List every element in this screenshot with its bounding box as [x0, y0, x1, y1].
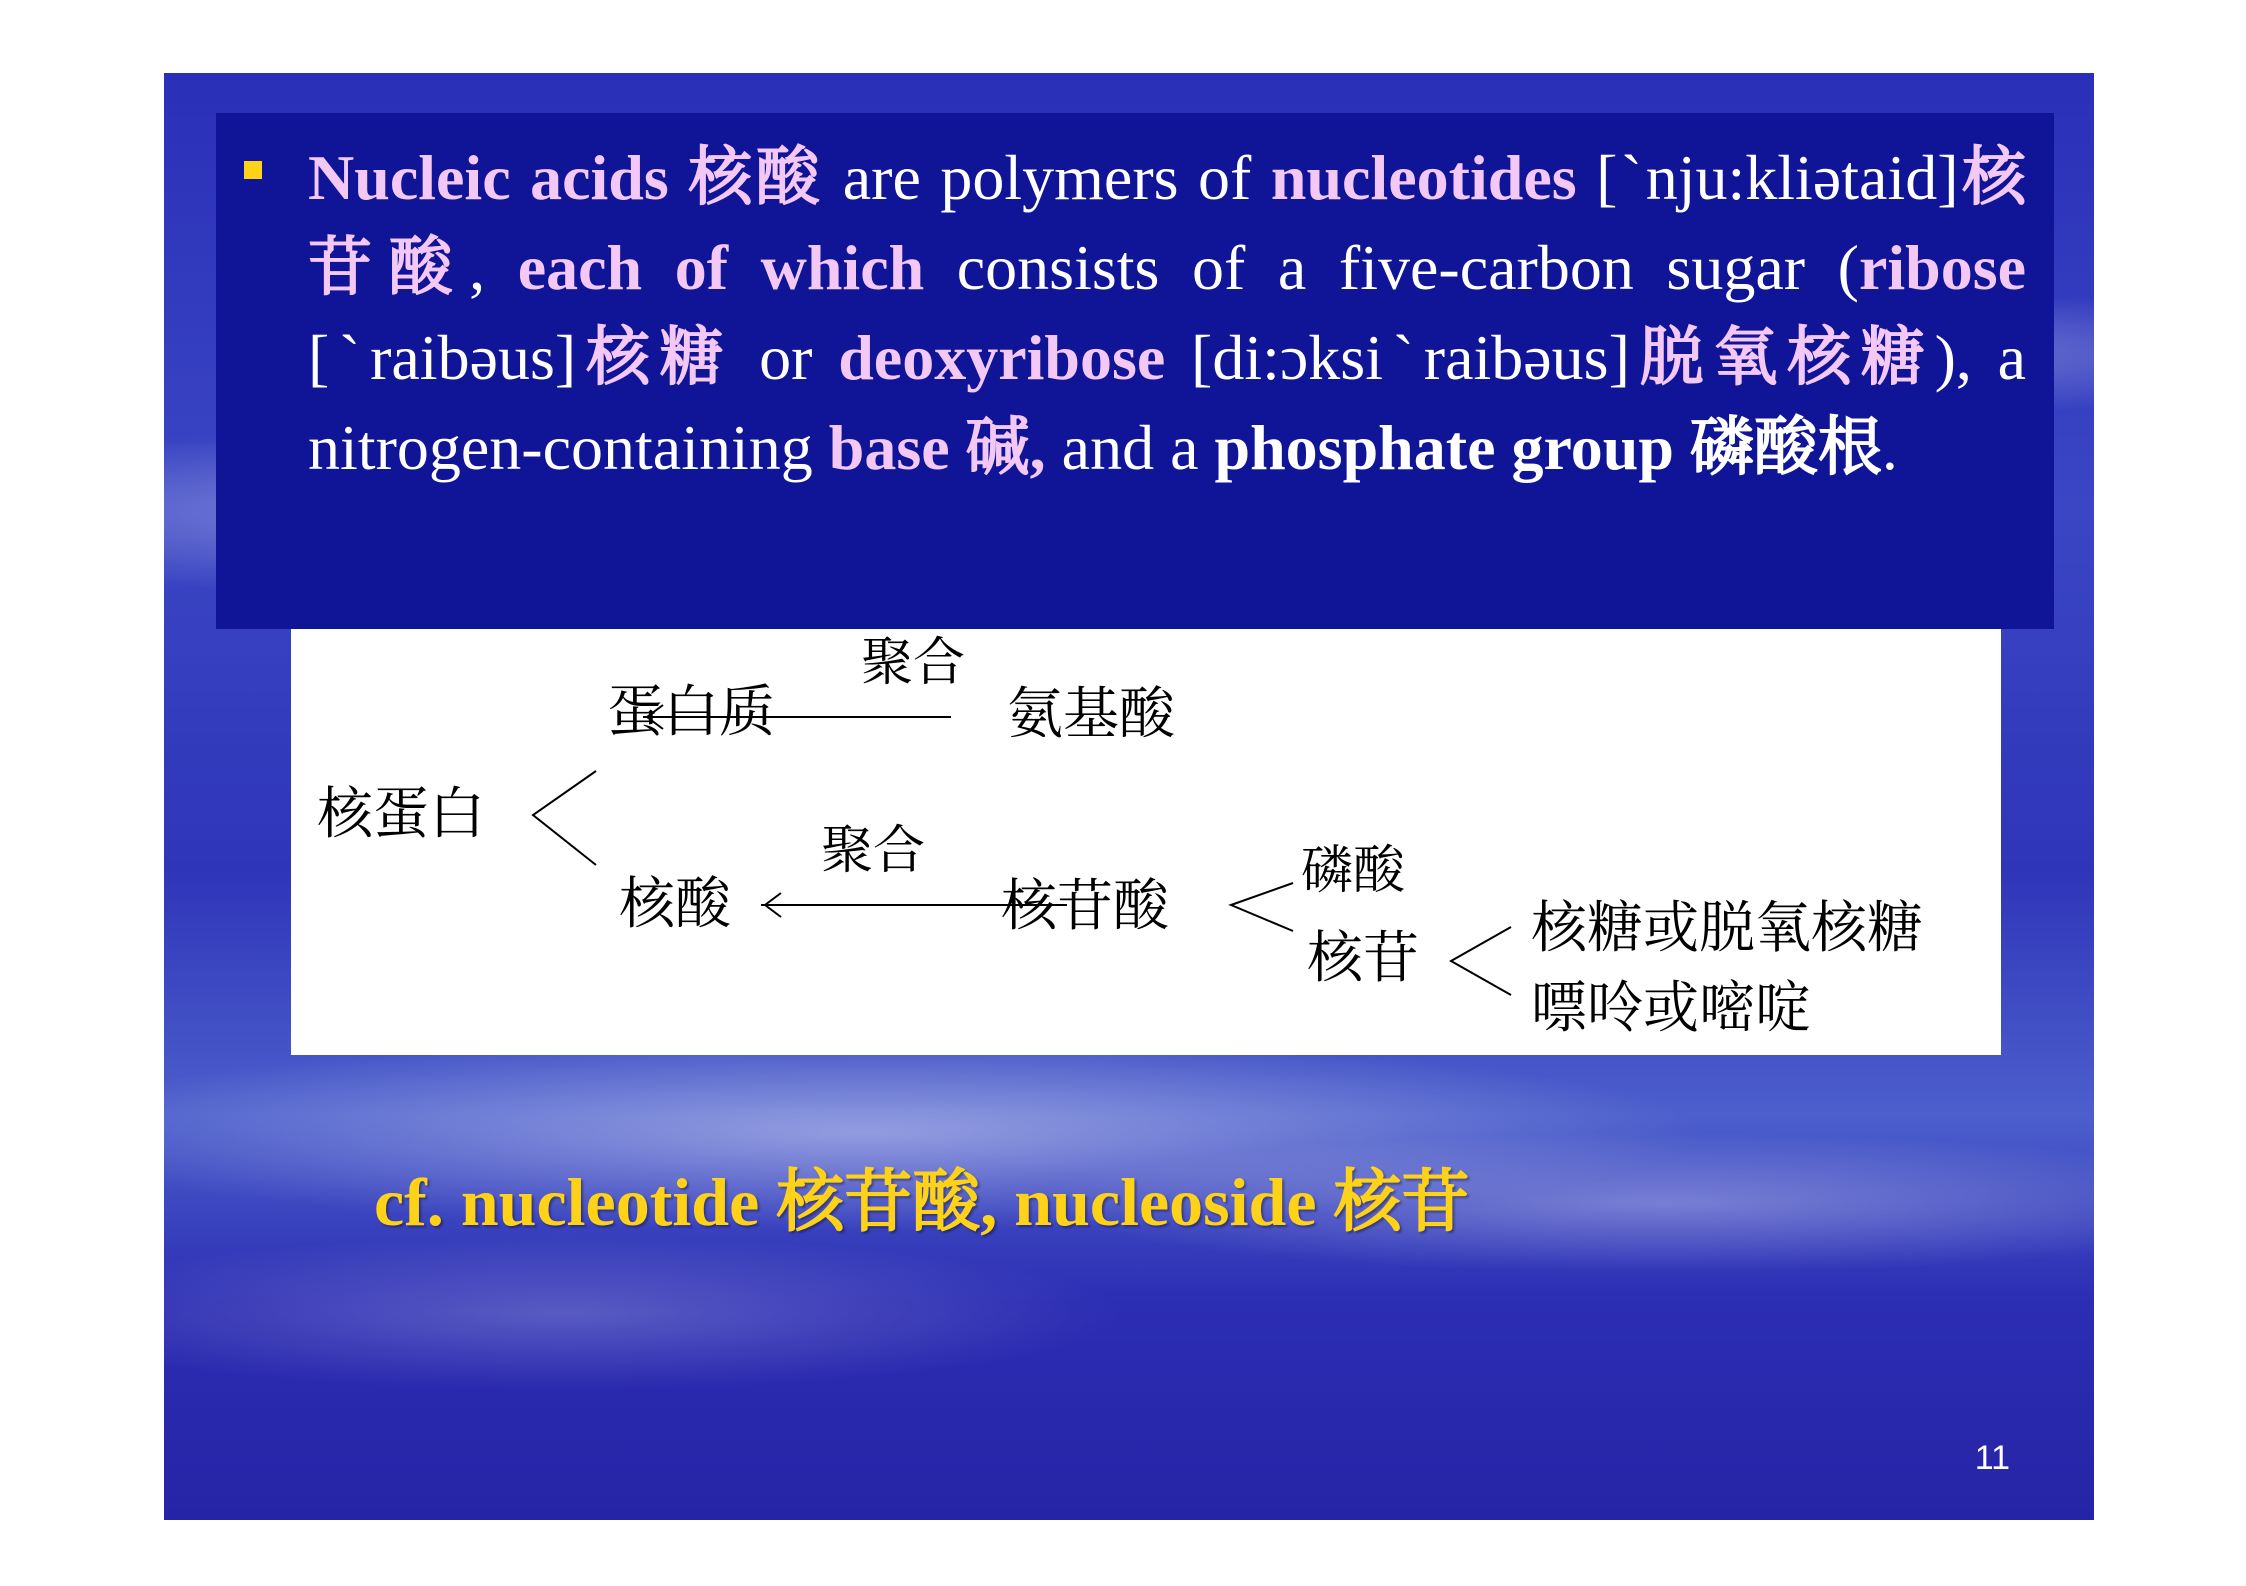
term-base: base 碱, [828, 412, 1046, 483]
label-amino-acid: 氨基酸 [1007, 682, 1175, 747]
label-nucleoside: 核苷 [1307, 926, 1419, 991]
slide [164, 73, 2094, 1520]
term-deoxyribose: deoxyribose [838, 322, 1166, 393]
text-segment: are polymers of [823, 142, 1271, 213]
branch-nucleoprotein [533, 771, 596, 865]
term-ribose: ribose [1858, 232, 2027, 303]
composition-diagram [291, 629, 2001, 1055]
phonetic-nucleotide: [ˋnju:kliətaid] [1576, 142, 1959, 213]
term-phosphate-group: phosphate group 磷酸根 [1214, 412, 1882, 483]
label-nucleoprotein: 核蛋白 [317, 782, 485, 847]
label-base: 嘌呤或嘧啶 [1531, 976, 1811, 1041]
label-nucleotide: 核苷酸 [1001, 874, 1169, 939]
term-nucleotide-cn: 核苷酸 [308, 141, 2027, 305]
label-nucleic-acid: 核酸 [619, 872, 731, 937]
text-segment: consists of a five-carbon sugar ( [924, 232, 1859, 303]
label-protein: 蛋白质 [607, 680, 775, 745]
branch-nucleoside [1451, 927, 1511, 995]
term-ribose-cn: 核糖 [576, 321, 734, 395]
text-segment: or [733, 322, 839, 393]
term-each-of-which: each of which [517, 232, 925, 303]
definition-text-box [216, 113, 2054, 629]
term-deoxyribose-cn: 脱氧核糖 [1629, 321, 1935, 395]
term-nucleic-acids: Nucleic acids 核酸 [308, 142, 824, 213]
label-polymerize-bottom: 聚合 [821, 821, 926, 881]
text-segment: ), a nitrogen-containing [308, 322, 2027, 483]
branch-nucleotide [1231, 883, 1293, 931]
label-phosphoric-acid: 磷酸 [1301, 841, 1406, 901]
phonetic-ribose: [ˋraibəus] [308, 322, 577, 393]
text-segment: . [1881, 412, 1898, 483]
term-nucleotides: nucleotides [1270, 142, 1577, 213]
cf-note: cf. nucleotide 核苷酸, nucleoside 核苷 [374, 1164, 1470, 1240]
square-bullet-icon [244, 161, 262, 179]
label-polymerize-top: 聚合 [861, 633, 966, 693]
phonetic-deoxyribose: [di:ɔksiˋraibəus] [1165, 322, 1630, 393]
text-segment: , [469, 232, 518, 303]
definition-paragraph [308, 133, 2026, 493]
slide-number: 11 [1974, 1439, 2010, 1477]
label-sugar: 核糖或脱氧核糖 [1531, 896, 1923, 961]
text-segment: and a [1045, 412, 1215, 483]
